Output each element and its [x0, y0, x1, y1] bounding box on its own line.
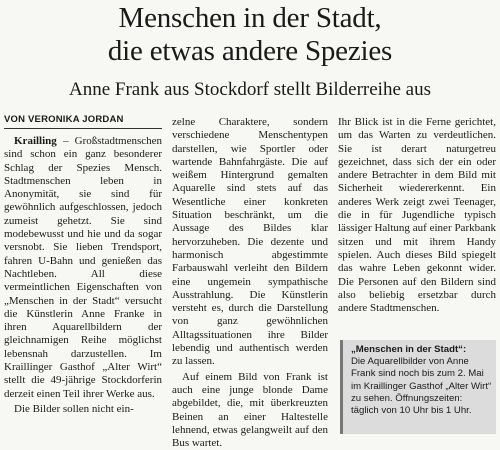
info-box-title: „Menschen in der Stadt“:: [351, 344, 467, 355]
paragraph: Ihr Blick ist in die Ferne gerichtet, um das Warten zu verdeutlichen. Sie ist derart naturgetreu gezeichnet, dass sich der ein oder andere Betrachter in dem Bild mit Sicherheit wiedererkennt. Ein anderes Werk zeigt zwei Teenager, die in für Jugendliche typisch lässiger Haltung auf einer Parkbank sitzen und mit ihrem Handy spielen. Auch dieses Bild spiegelt das wahre Leben gekonnt wider. Die Personen auf den Bildern sind also beliebig ersetzbar durch andere Stadtmenschen.: [338, 116, 496, 315]
paragraph: Die Bilder sollen nicht ein-: [14, 402, 134, 415]
byline: VON VERONIKA JORDAN: [4, 114, 124, 125]
byline-rule: [4, 128, 162, 129]
article-column-2: [172, 116, 328, 450]
info-box: [340, 340, 496, 434]
subheadline: Anne Frank aus Stockdorf stellt Bilderreihe aus: [69, 79, 431, 100]
headline-line-2: die etwas andere Spezies: [107, 35, 393, 67]
article-column-1: [4, 135, 162, 416]
paragraph: Auf einem Bild von Frank ist auch eine junge blonde Dame abgebildet, die, mit überkreuzten Beinen an einer Haltestelle lehnend, etwas gelangweilt auf den Bus wartet.: [172, 370, 328, 450]
paragraph-text: – Großstadtmenschen sind schon ein ganz besonderer Schlag der Spezies Mensch. Stadtmenschen leben in Anonymität, sie sind für gewöhnlich aufgeschlossen, jedoch zumeist gehetzt. Sie sind modebewusst und hie und da sogar versnobt. Sie lieben Trendsport, fahren U-Bahn und genießen das Nachtleben. All diese vermeintlichen Eigenschaften von „Menschen in der Stadt“ versucht die Künstlerin Anne Franke in ihren Aquarellbildern der gleichnamigen Reihe möglichst lebensnah darzustellen. Im Kraillinger Gasthof „Alter Wirt“ stellt die 49-jährige Stockdorferin derzeit einen Teil ihrer Werke aus.: [4, 135, 162, 400]
headline-line-1: Menschen in der Stadt,: [118, 2, 382, 34]
dateline: Krailling: [14, 135, 57, 147]
paragraph: zelne Charaktere, sondern verschiedene Menschentypen darstellen, wie Sportler oder wartende Bahnfahrgäste. Die auf weißem Hintergrund gemalten Aquarelle sind stets auf das Wesentliche einer konkreten Situation beschränkt, um die Aussage des Bildes klar hervorzuheben. Die dezente und harmonisch abgestimmte Farbauswahl verleiht den Bildern eine ungemein sympathische Ausstrahlung. Die Künstlerin versteht es, durch die Darstellung von ganz gewöhnlichen Alltagssituationen ihre Bilder lebendig und authentisch werden zu lassen.: [172, 116, 328, 368]
article-column-3: [338, 116, 496, 315]
paragraph: [4, 135, 162, 401]
info-box-text: Die Aquarellbilder von Anne Frank sind noch bis zum 2. Mai im Kraillinger Gasthof „Alter Wirt“ zu sehen. Öffnungszeiten: täglich von 10 Uhr bis 1 Uhr.: [351, 356, 492, 417]
headline: [0, 2, 500, 68]
